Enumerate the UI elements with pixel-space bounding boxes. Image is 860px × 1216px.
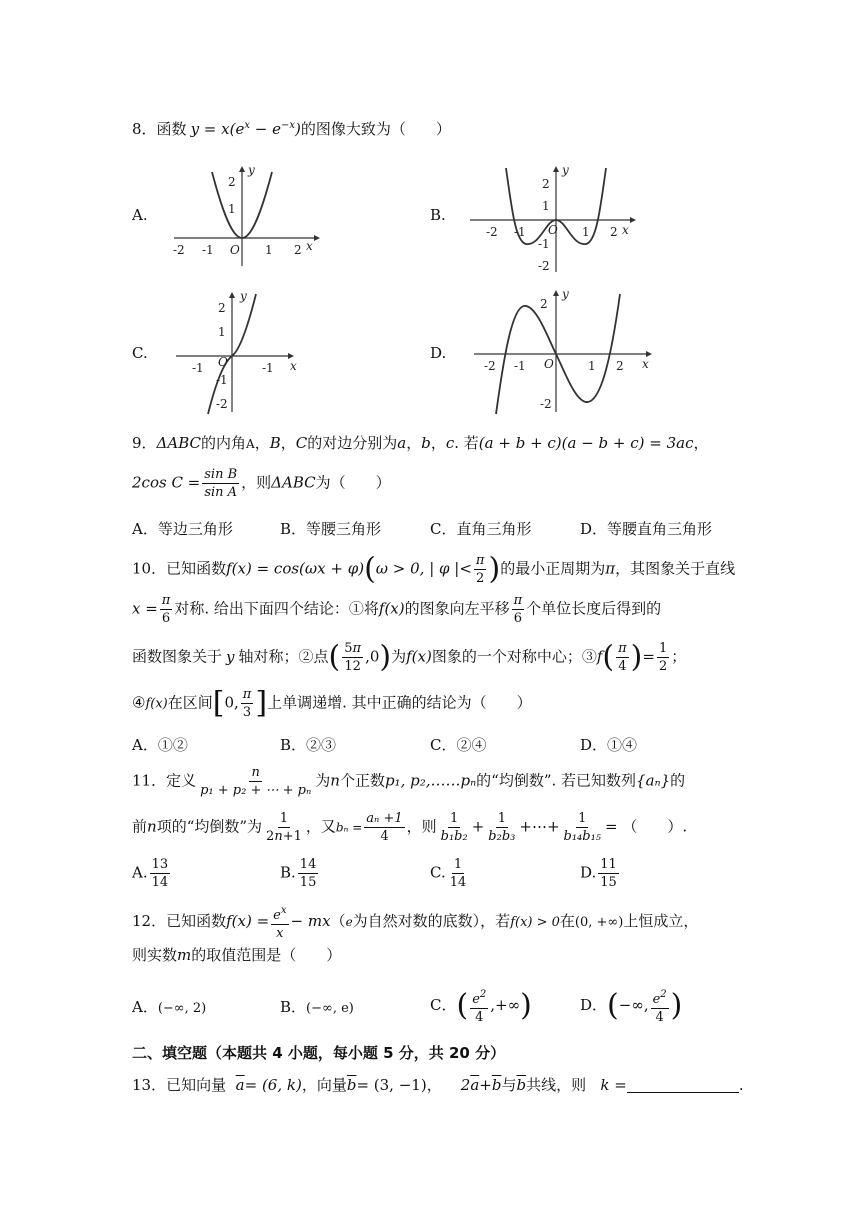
svg-text:-1: -1 [514,359,526,373]
denominator: 4 [618,659,627,674]
svg-text:1: 1 [218,325,226,339]
numerator: 1 [450,811,459,826]
denominator: 15 [299,875,317,890]
option-label: B. [280,863,296,882]
q9-formula: 2cos C = [132,473,201,492]
numerator: 1 [658,641,668,656]
q11-text: = （ ）. [605,817,688,836]
option-label: D. [580,863,597,882]
denominator: 3 [242,705,252,720]
numerator: π [161,593,171,608]
paren: ) [520,988,532,1023]
q11-text: ，则 [406,817,437,836]
graph-option-d [470,286,660,416]
math-C: C [295,434,308,452]
q13-text: ，向量 [301,1076,347,1094]
answer-blank[interactable] [627,1078,739,1093]
numerator: 5π [344,641,362,656]
paren: ) [488,551,501,587]
fraction [512,592,525,627]
denominator: 14 [151,875,169,890]
q10-option-d: D．①④ [580,736,638,754]
question-number: 8． [132,120,157,138]
q11-text: 个正数 [339,771,385,790]
fraction [439,810,470,845]
option-label: C. [430,863,446,882]
svg-text:1: 1 [588,359,596,373]
svg-text:-1: -1 [216,373,228,387]
numerator: $e^2$ [651,986,669,1009]
svg-text:-1: -1 [514,225,526,239]
q10-line3: 函数图象关于 y 轴对称；②点( $\frac{5\pi}{12}$ ,0)为f(x)图象的一个对称中心；③f( $\frac{\pi}{4}$ )= $\frac{1}{2}$ ； [132,639,687,675]
q13-text: ， [426,1076,442,1094]
paren: ) [379,639,392,675]
q12-text: 已知函数 [166,912,227,930]
q12-text: 在 [559,912,575,930]
q13-text: 与 [501,1076,517,1094]
triangle-name: ΔABC [271,473,316,492]
q11-line1 [132,764,685,799]
svg-text:O: O [230,243,240,257]
denominator: b₁₄b₁₅ [563,829,602,844]
denominator: b₁b₂ [440,829,468,844]
svg-text:-1: -1 [262,361,274,375]
numerator: π [513,593,523,608]
numerator: $e^x$ [271,902,288,925]
option-label: A. [132,863,148,882]
math-a-value: = (6, k) [244,1076,302,1094]
q10-text: 对称. 给出下面四个结论：①将 [174,599,379,618]
svg-text:x: x [622,223,629,237]
math-mx: − mx [290,912,331,930]
numerator: 1 [453,857,463,872]
q13-line [132,1074,744,1095]
paren: ( [328,639,341,675]
paren: ( [607,988,619,1023]
math-bn: bₙ = [335,820,363,835]
math-y: y [226,647,235,666]
q13-text: 已知向量 [166,1076,227,1094]
q9-line1: 9．ΔABC的内角A，B，C的对边分别为a，b，c. 若(a + b + c)(a − b + c) = 3ac， [132,434,709,452]
q10-line2 [132,592,661,627]
math-m: m [177,946,192,964]
svg-text:x: x [642,357,649,371]
svg-text:2: 2 [218,301,226,315]
math-interval: (0, +∞) [574,915,624,930]
q9-text: 的内角 [201,434,247,452]
svg-text:-2: -2 [173,243,185,257]
svg-text:-2: -2 [484,359,496,373]
q9-equation: (a + b + c)(a − b + c) = 3ac [478,434,694,452]
denominator: 2 [476,571,485,586]
numerator: n [251,765,260,780]
svg-text:1: 1 [542,199,550,213]
bracket: ] [255,685,268,721]
math-e: e [345,915,353,929]
bracket: [ [212,685,225,721]
svg-text:-1: -1 [538,237,550,251]
fraction [562,810,604,845]
fraction [202,466,239,501]
paren: ) [630,639,643,675]
q11-option-d [580,856,621,891]
q9-text: . 若 [454,434,479,452]
math-f: f [596,647,603,666]
numerator: aₙ +1 [366,811,403,826]
numerator: sin B [204,467,238,482]
q11-option-b [280,856,320,891]
svg-text:1: 1 [582,225,590,239]
svg-text:2: 2 [540,297,548,311]
q10-line1 [132,552,735,587]
q11-option-c [430,856,470,891]
q9-option-c: C．直角三角形 [430,520,532,538]
svg-text:y: y [240,289,247,303]
q12-option-d: D．(−∞, $\frac{e^2}{4}$ ) [580,988,683,1025]
question-number: 10． [132,559,167,578]
fraction [198,764,313,799]
paren: ) [670,988,683,1023]
q10-text: 函数图象关于 [132,647,223,666]
paren: ( [456,988,469,1023]
formula-part: y = x(e [190,120,245,138]
svg-text:-2: -2 [538,259,550,273]
q9-line2 [132,466,391,501]
denominator: 2n+1 [266,829,302,844]
denominator: 6 [161,611,171,626]
option-label: A． [132,998,158,1016]
numerator: π [242,687,252,702]
q9-text: ，则 [241,473,272,492]
q10-text: 的最小正周期为 [500,559,606,578]
question-number: 12． [132,912,167,930]
svg-text:-2: -2 [486,225,498,239]
q11-text: 为 [315,771,331,790]
q12-line1 [132,902,698,942]
denominator: p₁ + p₂ + ⋯ + pₙ [200,783,312,798]
fraction [271,902,288,942]
q11-option-a [132,856,172,891]
svg-text:O: O [218,355,228,369]
graph-option-b [466,162,646,276]
fraction [160,592,173,627]
denominator: sin A [204,485,238,500]
q9-text: 为（ ） [315,473,391,492]
q10-option-b: B．②③ [280,736,337,754]
q13-text: . [738,1076,744,1094]
q9-option-a: A．等边三角形 [132,520,233,538]
q12-text: （ [330,912,346,930]
fraction [298,856,319,891]
fraction [486,810,517,845]
q11-text: 的“均倒数”. 若已知数列 [476,771,637,790]
math-c: c [445,434,455,452]
denominator: 6 [513,611,523,626]
denominator: b₂b₃ [488,829,516,844]
q11-text: 定义 [166,771,197,790]
q12-option-b [280,996,354,1017]
q12-option-a [132,996,206,1017]
math-n: n [330,771,340,790]
denominator: 14 [449,875,467,890]
triangle-name: ΔABC [156,434,201,452]
q10-text: ④ [132,693,146,712]
section-heading: 二、填空题（本题共 4 小题，每小题 5 分，共 20 分） [132,1044,506,1062]
question-number: 9． [132,434,157,452]
fraction [342,640,363,675]
q8-text: 函数 [156,120,187,138]
numerator: $e^2$ [470,986,488,1009]
svg-text:-2: -2 [216,397,228,411]
q13-text: 共线，则 [526,1076,587,1094]
numerator: 1 [578,811,587,826]
math-2a-plus-b: $2\overline{a}+\overline{b}$ [460,1076,502,1094]
svg-text:2: 2 [610,225,618,239]
math-a: a [397,434,407,452]
fraction [651,986,669,1026]
q10-text: 图象的一个对称中心；③ [431,647,597,666]
fraction [657,640,669,675]
svg-text:2: 2 [542,177,550,191]
q11-text: 项的“均倒数”为 [156,817,263,836]
fraction [448,856,469,891]
math-x: x = [132,599,158,618]
option-value: (−∞, 2) [157,1001,207,1016]
q11-text: 的 [670,771,686,790]
fraction [364,810,404,845]
denominator: 4 [655,1010,664,1025]
numerator: π [475,553,485,568]
math-b-value: = (3, −1) [356,1076,427,1094]
q10-condition: ω > 0, | φ |< [375,559,472,578]
svg-text:1: 1 [228,202,236,216]
q12-text: 则实数 [132,946,178,964]
q11-line2: 前n项的“均倒数”为 $\frac{1}{2n+1}$ ，又bₙ = $\frac{\text{aₙ +1}}{4}$ ，则 $\frac{1}{\text{b₁b₂}}$ + $\frac{1}{\text{b₂b₃}}$ +⋯+ $\frac{1}{\text{b₁₄b₁₅}}$ = （ ）. [132,811,688,844]
math-n: n [147,817,157,836]
fraction [474,552,487,587]
svg-text:x: x [290,359,297,373]
math-fx: f(x) [406,647,432,666]
paren: ( [364,551,376,587]
q9-option-d: D．等腰直角三角形 [580,520,713,538]
vector-a: $\overline{a}$ [235,1076,245,1094]
math-b: b [421,434,431,452]
svg-text:2: 2 [228,175,236,189]
q11-text: ，又 [305,817,336,836]
paren: ( [602,639,615,675]
numerator: 13 [151,857,169,872]
svg-text:1: 1 [265,243,273,257]
q11-text: 前 [132,817,148,836]
graph-option-c [172,286,312,416]
q10-text: 在区间 [167,693,213,712]
denominator: 4 [380,829,389,844]
svg-text:y: y [248,163,255,177]
svg-text:x: x [306,239,313,253]
numerator: 14 [299,857,317,872]
q8-stem [132,118,451,139]
svg-text:y: y [562,287,569,301]
option-c-label: C. [132,344,148,362]
q12-text: 的取值范围是（ ） [191,946,342,964]
question-number: 11． [132,771,167,790]
option-label: D． [580,996,608,1014]
fraction [598,856,619,891]
q9-text: 的对边分别为 [307,434,398,452]
question-number: 13． [132,1076,167,1094]
q10-text: 个单位长度后得到的 [526,599,662,618]
denominator: 12 [344,659,361,674]
svg-text:O: O [548,223,558,237]
fraction [150,856,171,891]
svg-text:-1: -1 [202,243,214,257]
option-d-label: D. [430,344,447,362]
math-an: {aₙ} [636,771,671,790]
fraction [470,986,488,1026]
option-a-label: A. [132,206,148,224]
q9-option-b: B．等腰三角形 [280,520,382,538]
vector-b: $\overline{b}$ [346,1076,357,1094]
q12-option-c: C．( $\frac{e^2}{4}$ ,+∞) [430,988,532,1025]
option-label: B． [280,998,307,1016]
q10-text: 为 [391,647,407,666]
q8-formula: $y = x(e^x - e^{-x})$ [190,120,301,138]
math-B: B [269,434,281,452]
math-k: k = [600,1076,627,1094]
q12-text: 上恒成立， [623,912,699,930]
math-seq: p₁, p₂,……pₙ [384,771,477,790]
q10-text: 的图象向左平移 [404,599,510,618]
math-fx: f(x) [145,696,168,712]
q10-text: 轴对称；②点 [238,647,329,666]
svg-text:-2: -2 [540,397,552,411]
denominator: 4 [475,1010,484,1025]
denominator: 15 [600,875,617,890]
option-label: C． [430,996,457,1014]
numerator: 1 [497,811,506,826]
numerator: π [618,641,627,656]
numerator: 11 [600,857,617,872]
denominator: 2 [658,659,668,674]
svg-text:O: O [544,357,554,371]
fraction [241,686,254,721]
math-pi: π [605,559,616,578]
svg-text:2: 2 [294,243,302,257]
math-A: A [246,437,255,451]
option-b-label: B. [430,206,446,224]
svg-text:-1: -1 [192,361,204,375]
numerator: 1 [279,811,289,826]
q10-formula: f(x) = cos(ωx + φ) [226,559,365,578]
math-fx: f(x) [378,599,405,618]
svg-text:y: y [562,163,569,177]
q10-line4: ④f(x)在区间[0, $\frac{\pi}{3}$ ]上单调递增. 其中正确的结论为（ ） [132,685,532,721]
svg-text:2: 2 [616,359,624,373]
q12-line2 [132,944,341,965]
fraction [264,810,304,845]
option-value: (−∞, e) [306,1001,354,1016]
q10-text: 已知函数 [166,559,227,578]
q12-text: 为自然对数的底数），若 [352,912,511,930]
vector-b: $\overline{b}$ [516,1076,527,1094]
math-ineq: f(x) > 0 [510,915,560,930]
denominator: x [276,926,284,941]
fraction [616,640,629,675]
q8-text: 的图像大致为（ ） [300,120,451,138]
q10-option-a: A．①② [132,736,188,754]
graph-option-a [166,160,326,272]
q10-text: 上单调递增. 其中正确的结论为（ ） [267,693,532,712]
q10-text: ，其图象关于直线 [615,559,736,578]
q10-option-c: C．②④ [430,736,487,754]
math-fx: f(x) = [226,912,270,930]
